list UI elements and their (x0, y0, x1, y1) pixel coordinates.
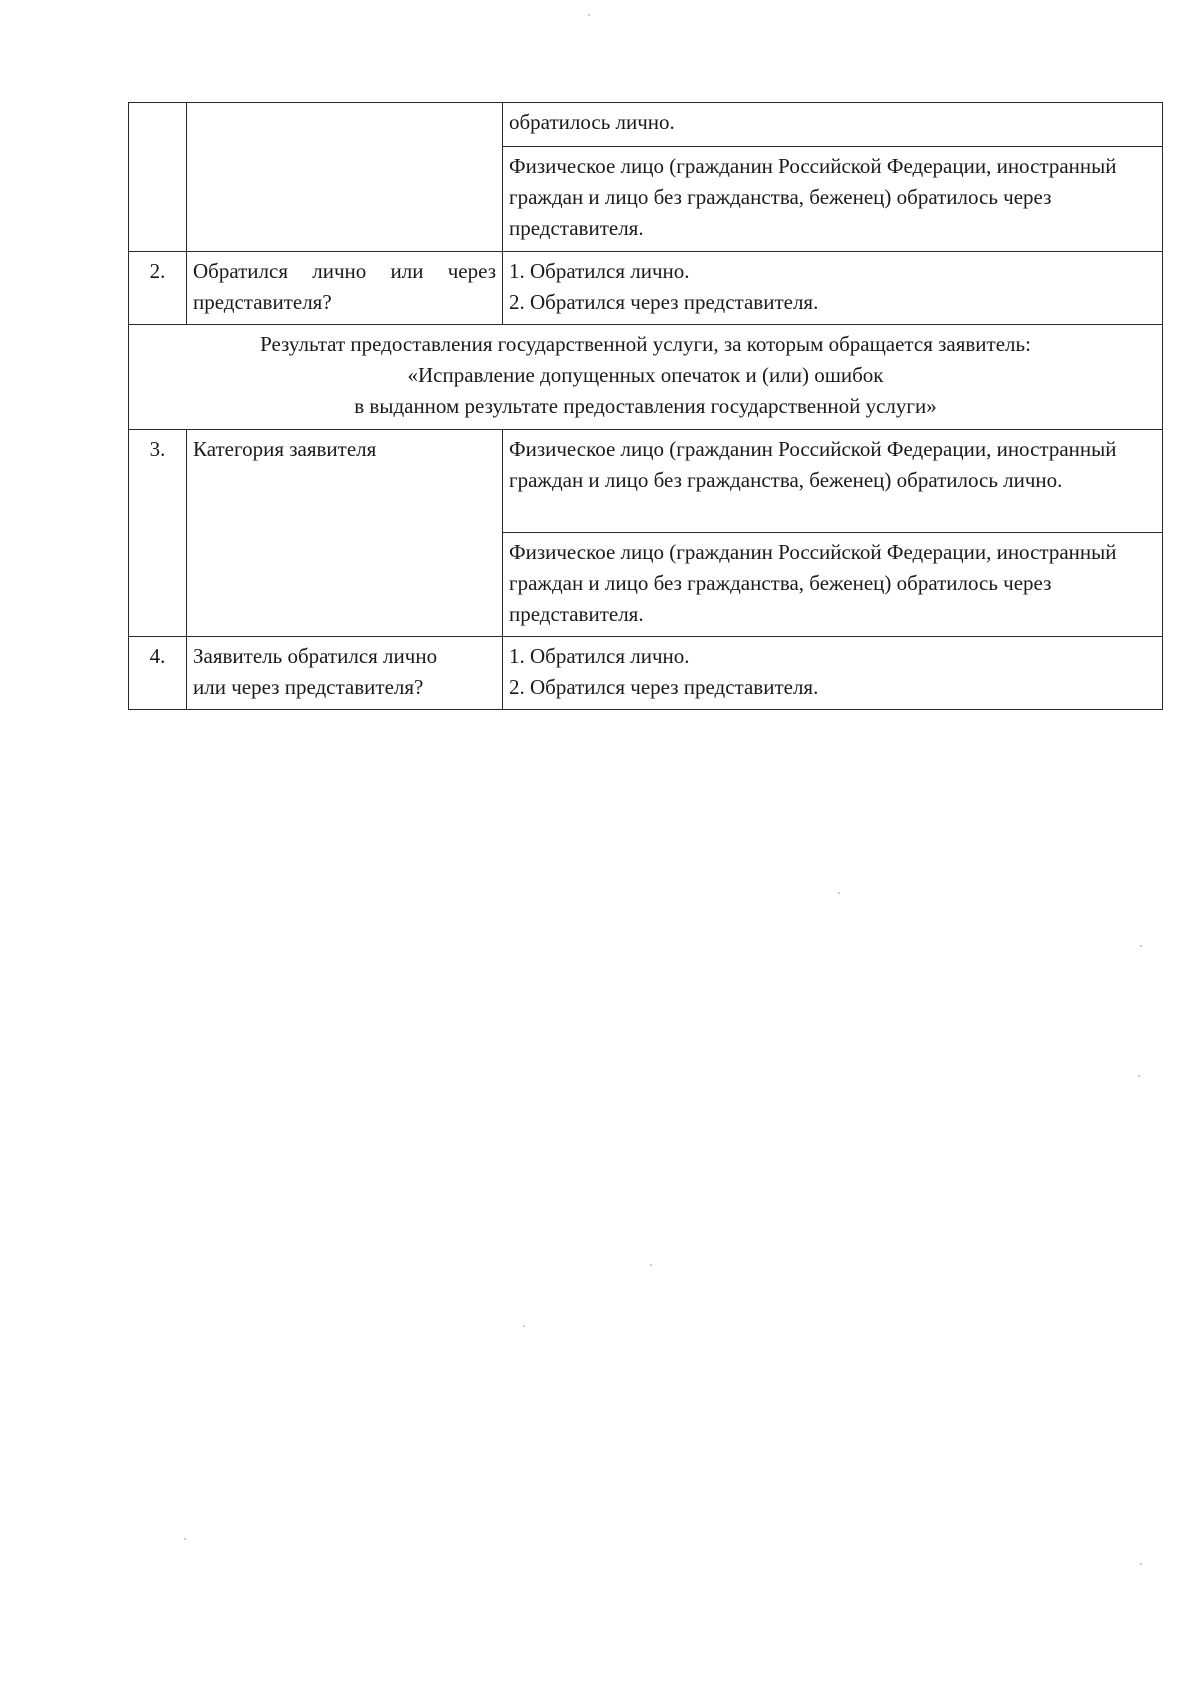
table-row (129, 103, 1163, 147)
question-cell (187, 637, 503, 710)
answer-cell: Физическое лицо (гражданин Российской Федерации, иностранный граждан и лицо без гражданства, беженец) обратилось через представителя. (503, 533, 1163, 637)
number-cell (129, 103, 187, 252)
answer-option: 2. Обратился через представителя. (509, 675, 819, 699)
answer-cell: Физическое лицо (гражданин Российской Федерации, иностранный граждан и лицо без гражданства, беженец) обратилось через представителя. (503, 147, 1163, 252)
question-cell: Обратился лично или через представителя? (187, 252, 503, 325)
section-line: Результат предоставления государственной услуги, за которым обращается заявитель: (260, 332, 1031, 356)
scan-speck (650, 1264, 652, 1266)
question-cell: Категория заявителя (187, 430, 503, 637)
scan-speck (1140, 1563, 1142, 1565)
table-row (129, 430, 1163, 533)
scan-speck (184, 1538, 186, 1540)
section-line: «Исправление допущенных опечаток и (или) ошибок (407, 363, 884, 387)
scan-speck (1138, 1075, 1140, 1077)
row-number: 2. (129, 252, 187, 325)
section-header-row (129, 325, 1163, 430)
question-line: или через представителя? (193, 675, 424, 699)
table-row (129, 252, 1163, 325)
answer-option: 2. Обратился через представителя. (509, 290, 819, 314)
table-row (129, 637, 1163, 710)
scan-speck (588, 14, 590, 16)
question-cell (187, 103, 503, 252)
question-line: Заявитель обратился лично (193, 644, 438, 668)
row-number: 4. (129, 637, 187, 710)
document-table (128, 102, 1163, 710)
section-header (129, 325, 1163, 430)
answer-cell (503, 252, 1163, 325)
scan-speck (838, 892, 840, 894)
answer-cell: Физическое лицо (гражданин Российской Федерации, иностранный граждан и лицо без гражданства, беженец) обратилось лично. (503, 430, 1163, 533)
scan-speck (1140, 945, 1142, 947)
answer-option: 1. Обратился лично. (509, 259, 690, 283)
answer-cell: обратилось лично. (503, 103, 1163, 147)
answer-option: 1. Обратился лично. (509, 644, 690, 668)
section-line: в выданном результате предоставления государственной услуги» (354, 394, 937, 418)
scan-speck (523, 1325, 525, 1327)
row-number: 3. (129, 430, 187, 637)
answer-cell (503, 637, 1163, 710)
